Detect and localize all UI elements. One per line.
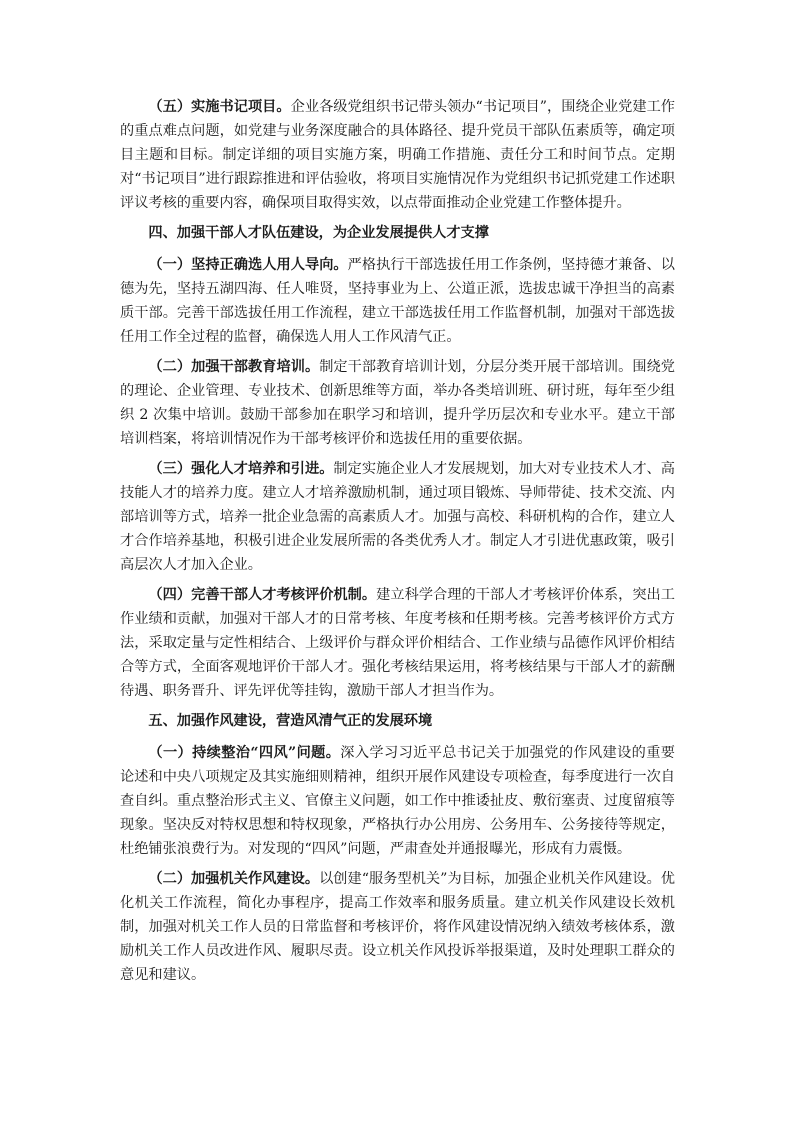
paragraph-body: 制定干部教育培训计划，分层分类开展干部培训。围绕党的理论、企业管理、专业技术、创新思维等方面，举办各类培训班、研讨班，每年至少组织 2 次集中培训。鼓励干部参加在职学习和培训，提升学历层次和专业水平。建立干部培训档案，将培训情况作为干部考核评价和选拔任用的重要依据。 xyxy=(120,359,675,447)
paragraph-evaluation-mechanism xyxy=(120,583,675,703)
paragraph-selection-guidance xyxy=(120,253,675,349)
paragraph-body: 制定实施企业人才发展规划，加大对专业技术人才、高技能人才的培养力度。建立人才培养激励机制，通过项目锻炼、导师带徒、技术交流、内部培训等方式，培养一批企业急需的高素质人才。加强与高校、科研机构的合作，建立人才合作培养基地，积极引进企业发展所需的各类优秀人才。制定人才引进优惠政策，吸引高层次人才加入企业。 xyxy=(120,461,675,573)
paragraph-lead: （四）完善干部人才考核评价机制。 xyxy=(148,587,377,603)
paragraph-body: 深入学习习近平总书记关于加强党的作风建设的重要论述和中央八项规定及其实施细则精神，组织开展作风建设专项检查，每季度进行一次自查自纠。重点整治形式主义、官僚主义问题，如工作中推诿扯皮、敷衍塞责、过度留痕等现象。坚决反对特权思想和特权现象，严格执行办公用房、公务用车、公务接待等规定，杜绝铺张浪费行为。对发现的“四风”问题，严肃查处并通报曝光，形成有力震慑。 xyxy=(120,745,675,857)
paragraph-body: 以创建“服务型机关”为目标，加强企业机关作风建设。优化机关工作流程，简化办事程序，提高工作效率和服务质量。建立机关作风建设长效机制，加强对机关工作人员的日常监督和考核评价，将作风建设情况纳入绩效考核体系，激励机关工作人员改进作风、履职尽责。设立机关作风投诉举报渠道，及时处理职工群众的意见和建议。 xyxy=(120,871,675,983)
section-heading-5: 五、加强作风建设，营造风清气正的发展环境 xyxy=(148,713,433,729)
paragraph-secretary-project xyxy=(120,95,675,215)
paragraph-lead: （二）加强干部教育培训。 xyxy=(148,359,320,375)
paragraph-lead: （二）加强机关作风建设。 xyxy=(148,871,320,887)
paragraph-lead: （五）实施书记项目。 xyxy=(148,99,291,115)
paragraph-four-winds xyxy=(120,741,675,861)
paragraph-cadre-training xyxy=(120,355,675,451)
paragraph-body: 企业各级党组织书记带头领办“书记项目”，围绕企业党建工作的重点难点问题，如党建与业务深度融合的具体路径、提升党员干部队伍素质等，确定项目主题和目标。制定详细的项目实施方案，明确工作措施、责任分工和时间节点。定期对“书记项目”进行跟踪推进和评估验收，将项目实施情况作为党组织书记抓党建工作述职评议考核的重要内容，确保项目取得实效，以点带面推动企业党建工作整体提升。 xyxy=(120,99,675,211)
paragraph-agency-style xyxy=(120,867,675,987)
paragraph-body: 严格执行干部选拔任用工作条例，坚持德才兼备、以德为先，坚持五湖四海、任人唯贤，坚持事业为上、公道正派，选拔忠诚干净担当的高素质干部。完善干部选拔任用工作流程，建立干部选拔任用工作监督机制，加强对干部选拔任用工作全过程的监督，确保选人用人工作风清气正。 xyxy=(120,257,675,345)
paragraph-lead: （一）坚持正确选人用人导向。 xyxy=(148,257,348,273)
paragraph-body: 建立科学合理的干部人才考核评价体系，突出工作业绩和贡献，加强对干部人才的日常考核、年度考核和任期考核。完善考核评价方式方法，采取定量与定性相结合、上级评价与群众评价相结合、工作业绩与品德作风评价相结合等方式，全面客观地评价干部人才。强化考核结果运用，将考核结果与干部人才的薪酬待遇、职务晋升、评先评优等挂钩，激励干部人才担当作为。 xyxy=(120,587,675,699)
paragraph-lead: （三）强化人才培养和引进。 xyxy=(148,461,334,477)
section-heading-4: 四、加强干部人才队伍建设，为企业发展提供人才支撑 xyxy=(148,225,489,241)
document-page xyxy=(120,95,675,993)
paragraph-talent-cultivation xyxy=(120,457,675,577)
paragraph-lead: （一）持续整治“四风”问题。 xyxy=(148,745,341,761)
